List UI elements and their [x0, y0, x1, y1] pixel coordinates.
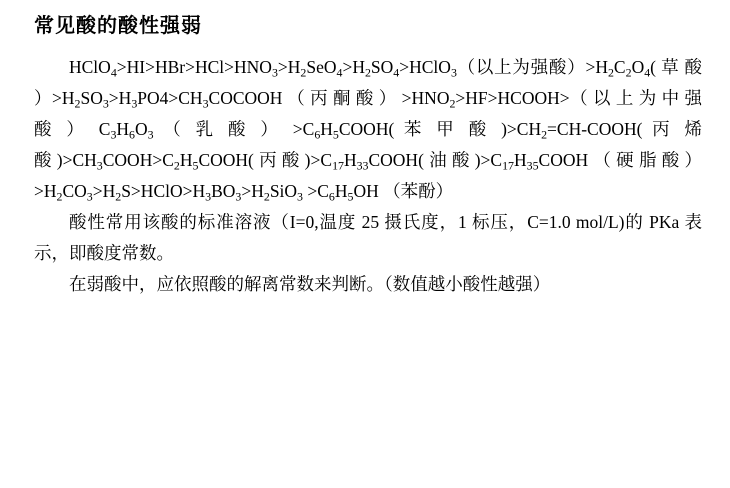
document-body	[34, 52, 702, 300]
paragraph-weak-acid-note: 在弱酸中，应依照酸的解离常数来判断。（数值越小酸性越强）	[69, 274, 551, 294]
paragraph-acid-strength-series: $HClO_4>HI>HBr>HCl>HNO_3>H_2SeO_4>H_2SO_4>HClO_3$（以上为强酸）$>H_2C_2O_4$( 草 酸 ）$>H_2SO_3>H_3PO4>CH_3COCOOH$ （ 丙 酮 酸 ） $>HNO_2>HF>HCOOH>$（ 以 上 为 中 强 酸 ） $C_3H_6O_3$ （ 乳 酸 ） $>C_6H_5COOH$( 苯 甲 酸 )$>CH_2=CH-COOH$( 丙 烯 酸)$>CH_3COOH>C_2H_5COOH$(丙酸)$>C_{17}H_{33}COOH$(油酸)$>C_{17}H_{35}COOH$（硬脂酸）$>H_2CO_3>H_2S>HClO>H_3BO_3>H_2SiO_3 >C_6H_5OH$ （苯酚）	[34, 57, 703, 204]
page-title: 常见酸的酸性强弱	[34, 15, 202, 37]
paragraph-pka-definition: 酸性常用该酸的标准溶液（I=0,温度 25 摄氏度，1 标压，C=1.0 mol/L)的 PKa 表示，即酸度常数。	[34, 212, 702, 263]
